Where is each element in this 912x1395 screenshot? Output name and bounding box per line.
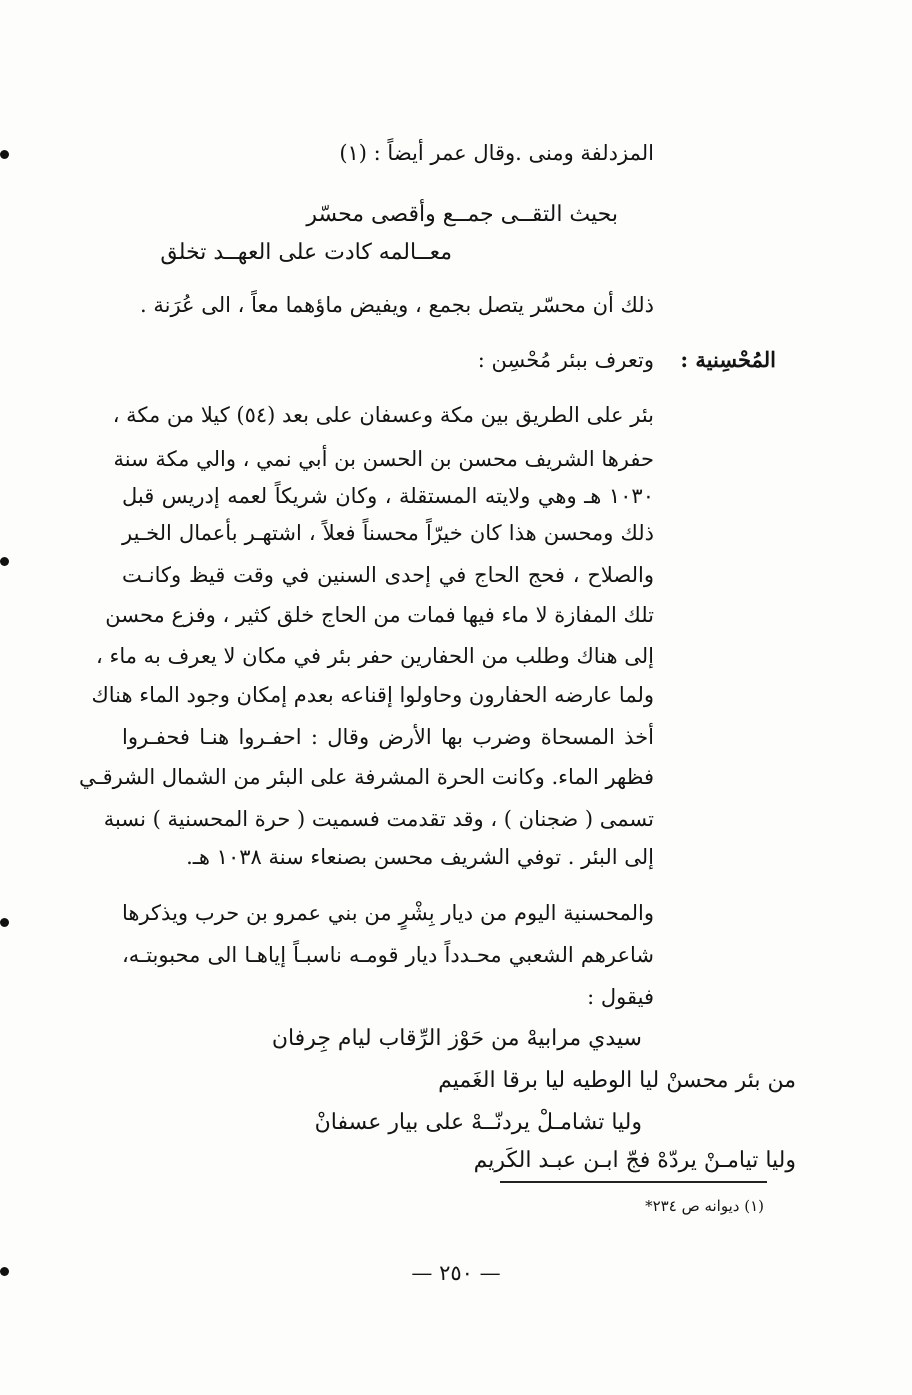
paragraph2-line-2: شاعرهم الشعبي محـدداً ديار قومـه ناسبـاً إياهـا الى محبوبتـه، — [122, 943, 654, 967]
verse-line-1: بحيث التقــى جمــع وأقصى محسّر — [306, 202, 618, 227]
paragraph-line-11: تسمى ( ضجنان ) ، وقد تقدمت فسميت ( حرة المحسنية ) نسبة — [103, 807, 654, 831]
poem-line-3: وليا تشامـلْ يردنّــهْ على بيار عسفانْ — [314, 1110, 642, 1135]
poem-line-1: سيدي مرابيهْ من حَوْز الرِّقاب ليام جِرفان — [271, 1026, 642, 1051]
paragraph-line-10: فظهر الماء. وكانت الحرة المشرفة على البئر من الشمال الشرقـي — [78, 765, 654, 789]
entry-subtitle: وتعرف ببئر مُحْسِن : — [477, 348, 654, 372]
paragraph-line-6: تلك المفازة لا ماء فيها فمات من الحاج خلق كثير ، وفزع محسن — [105, 603, 654, 627]
text-line-1: المزدلفة ومنى .وقال عمر أيضاً : (١) — [339, 141, 654, 165]
poem-line-4: وليا تيامـنْ يردّهْ فجّ ابـن عبـد الكَريم — [473, 1148, 796, 1173]
verse-line-2: معــالمه كادت على العهــد تخلق — [160, 240, 452, 265]
paragraph-line-5: والصلاح ، فحج الحاج في إحدى السنين في وقت قيظ وكانـت — [122, 563, 654, 587]
page-number: — ٢٥٠ — — [411, 1261, 501, 1285]
paragraph-line-2: حفرها الشريف محسن بن الحسن بن أبي نمي ، والي مكة سنة — [113, 447, 654, 471]
paragraph-line-12: إلى البئر . توفي الشريف محسن بصنعاء سنة ١٠٣٨ هـ. — [186, 845, 654, 869]
margin-dot — [0, 557, 9, 566]
paragraph-line-4: ذلك ومحسن هذا كان خيرّاً محسناً فعلاً ، اشتهـر بأعمال الخـير — [122, 521, 654, 545]
margin-dot — [0, 1267, 9, 1276]
paragraph-line-8: ولما عارضه الحفارون وحاولوا إقناعه بعدم إمكان وجود الماء هناك — [91, 683, 654, 707]
paragraph-line-1: بئر على الطريق بين مكة وعسفان على بعد (٥٤) كيلا من مكة ، — [112, 403, 654, 427]
entry-title: المُحْسِنية : — [680, 347, 776, 372]
text-line-2: ذلك أن محسّر يتصل بجمع ، ويفيض ماؤهما معاً ، الى عُرَنة . — [140, 293, 654, 317]
paragraph-line-3: ١٠٣٠ هـ وهي ولايته المستقلة ، وكان شريكاً لعمه إدريس قبل — [122, 484, 654, 508]
footnote-rule — [500, 1181, 767, 1183]
paragraph-line-9: أخذ المسحاة وضرب بها الأرض وقال : احفـروا هنـا فحفـروا — [122, 725, 654, 749]
paragraph2-line-3: فيقول : — [587, 985, 654, 1009]
paragraph2-line-1: والمحسنية اليوم من ديار بِشْرٍ من بني عمرو بن حرب ويذكرها — [122, 901, 654, 925]
paragraph-line-7: إلى هناك وطلب من الحفارين حفر بئر في مكان لا يعرف به ماء ، — [96, 644, 654, 668]
poem-line-2: من بئر محسنْ ليا الوطيه ليا برقا الغَميم — [438, 1068, 796, 1093]
margin-dot — [0, 918, 9, 927]
margin-dot — [0, 150, 9, 159]
footnote: (١) ديوانه ص ٢٣٤* — [645, 1197, 764, 1215]
